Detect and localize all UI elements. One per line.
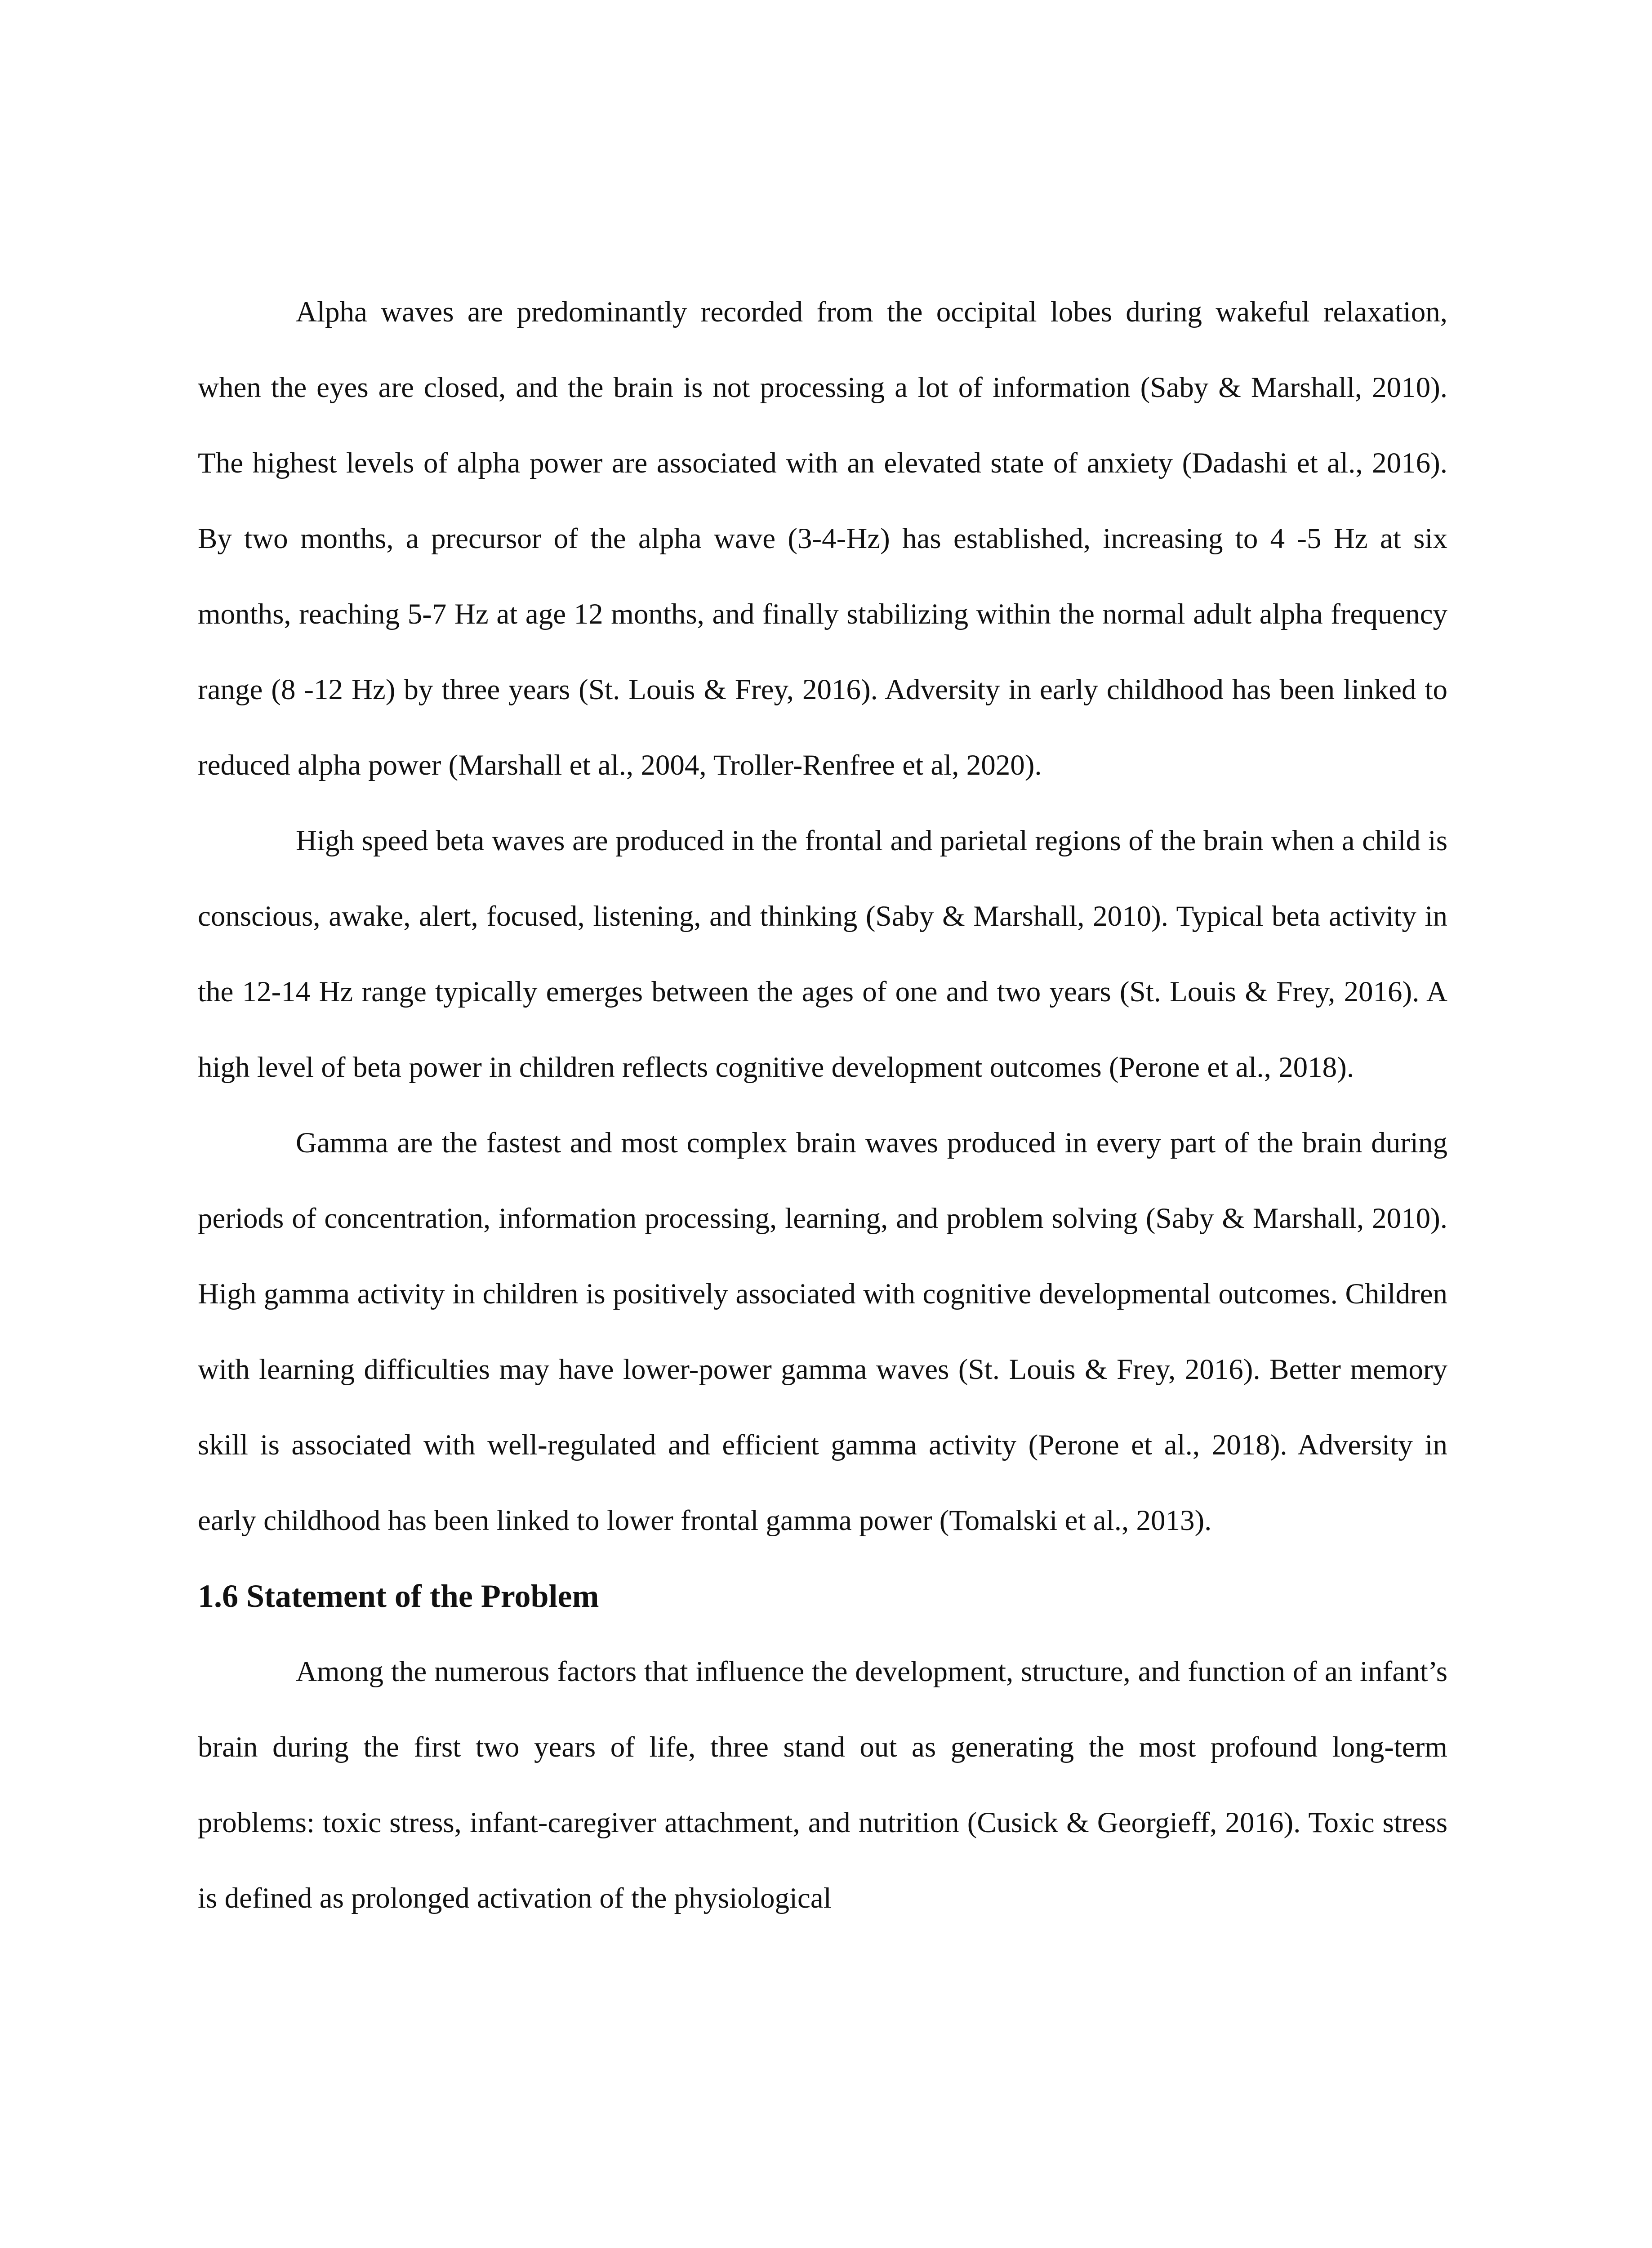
paragraph-alpha-waves: Alpha waves are predominantly recorded from the occipital lobes during wakeful relaxation, when the eyes are closed, and the brain is not processing a lot of information (Saby & Marshall, 2010). The highest levels of alpha power are associated with an elevated state of anxiety (Dadashi et al., 2016). By two months, a precursor of the alpha wave (3-4-Hz) has established, increasing to 4 -5 Hz at six months, reaching 5-7 Hz at age 12 months, and finally stabilizing within the normal adult alpha frequency range (8 -12 Hz) by three years (St. Louis & Frey, 2016). Adversity in early childhood has been linked to reduced alpha power (Marshall et al., 2004, Troller-Renfree et al, 2020). — [198, 296, 1447, 781]
paragraph-gamma-waves: Gamma are the fastest and most complex brain waves produced in every part of the brain during periods of concentration, information processing, learning, and problem solving (Saby & Marshall, 2010). High gamma activity in children is positively associated with cognitive developmental outcomes. Children with learning difficulties may have lower-power gamma waves (St. Louis & Frey, 2016). Better memory skill is associated with well-regulated and efficient gamma activity (Perone et al., 2018). Adversity in early childhood has been linked to lower frontal gamma power (Tomalski et al., 2013). — [198, 1127, 1447, 1537]
page-body — [198, 274, 1447, 1936]
paragraph-beta-waves: High speed beta waves are produced in the frontal and parietal regions of the brain when a child is conscious, awake, alert, focused, listening, and thinking (Saby & Marshall, 2010). Typical beta activity in the 12-14 Hz range typically emerges between the ages of one and two years (St. Louis & Frey, 2016). A high level of beta power in children reflects cognitive development outcomes (Perone et al., 2018). — [198, 825, 1447, 1084]
section-heading: 1.6 Statement of the Problem — [198, 1578, 599, 1614]
paragraph-problem-statement: Among the numerous factors that influence the development, structure, and function of an infant’s brain during the first two years of life, three stand out as generating the most profound long-term problems: toxic stress, infant-caregiver attachment, and nutrition (Cusick & Georgieff, 2016). Toxic stress is defined as prolonged activation of the physiological — [198, 1655, 1447, 1914]
